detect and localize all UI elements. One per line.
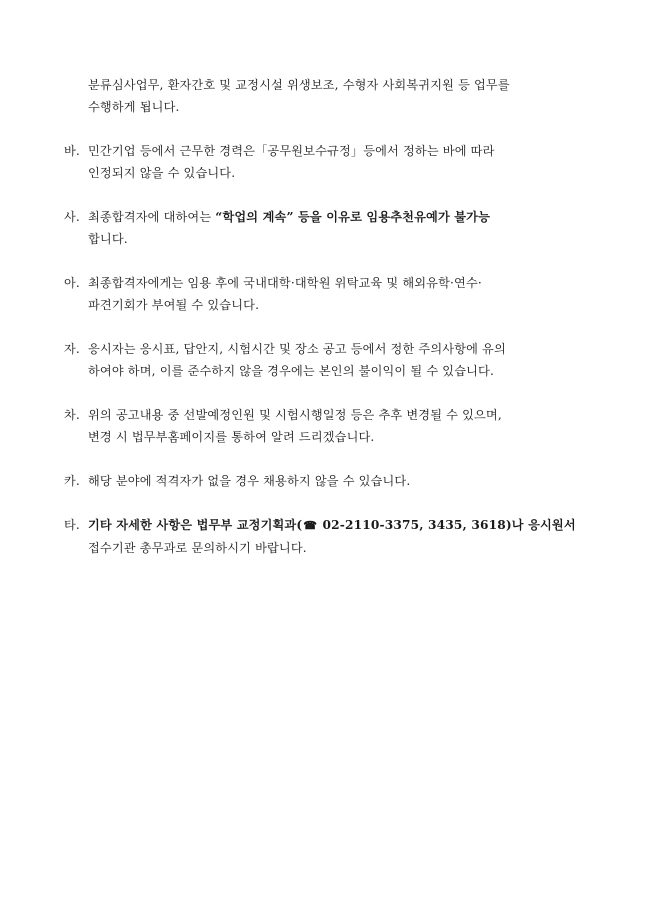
list-item-cha (64, 404, 604, 448)
item-line: 응시자는 응시표, 답안지, 시험시간 및 장소 공고 등에서 정한 주의사항에 유의 (88, 342, 506, 356)
item-marker: 타. (64, 518, 80, 532)
list-item-a (64, 272, 604, 316)
list-item-continuation (64, 74, 604, 118)
item-emphasis: 02-2110-3375, 3435, 3618)나 응시원서 (318, 518, 576, 532)
item-line: 수행하게 됩니다. (88, 100, 180, 114)
list-item-ba (64, 140, 604, 184)
item-emphasis: 기타 자세한 사항은 법무부 교정기획과( (88, 518, 303, 532)
item-line: 인정되지 않을 수 있습니다. (88, 166, 236, 180)
item-line: 해당 분야에 적격자가 없을 경우 채용하지 않을 수 있습니다. (88, 474, 411, 488)
item-marker: 자. (64, 342, 80, 356)
phone-icon: ☎ (303, 519, 318, 532)
item-line: 변경 시 법무부홈페이지를 통하여 알려 드리겠습니다. (88, 430, 375, 444)
item-line: 합니다. (88, 232, 128, 246)
item-line: 접수기관 총무과로 문의하시기 바랍니다. (88, 541, 307, 555)
notice-list (64, 74, 604, 581)
item-marker: 사. (64, 210, 80, 224)
item-marker: 카. (64, 474, 80, 488)
list-item-ka (64, 470, 604, 492)
list-item-ta (64, 514, 604, 559)
item-text: 최종합격자에 대하여는 (88, 210, 216, 224)
list-item-ja (64, 338, 604, 382)
item-marker: 차. (64, 408, 80, 422)
item-line: 민간기업 등에서 근무한 경력은「공무원보수규정」등에서 정하는 바에 따라 (88, 144, 495, 158)
item-marker: 아. (64, 276, 80, 290)
item-line: 분류심사업무, 환자간호 및 교정시설 위생보조, 수형자 사회복귀지원 등 업무를 (88, 78, 510, 92)
list-item-sa (64, 206, 604, 250)
item-marker: 바. (64, 144, 80, 158)
item-line: 위의 공고내용 중 선발예정인원 및 시험시행일정 등은 추후 변경될 수 있으며, (88, 408, 502, 422)
item-line: 최종합격자에게는 임용 후에 국내대학·대학원 위탁교육 및 해외유학·연수· (88, 276, 482, 290)
item-line (88, 514, 604, 537)
item-emphasis: “학업의 계속” 등을 이유로 임용추천유예가 불가능 (215, 210, 491, 224)
item-line: 파견기회가 부여될 수 있습니다. (88, 298, 260, 312)
item-line: 하여야 하며, 이를 준수하지 않을 경우에는 본인의 불이익이 될 수 있습니다. (88, 364, 494, 378)
item-line (88, 206, 604, 228)
